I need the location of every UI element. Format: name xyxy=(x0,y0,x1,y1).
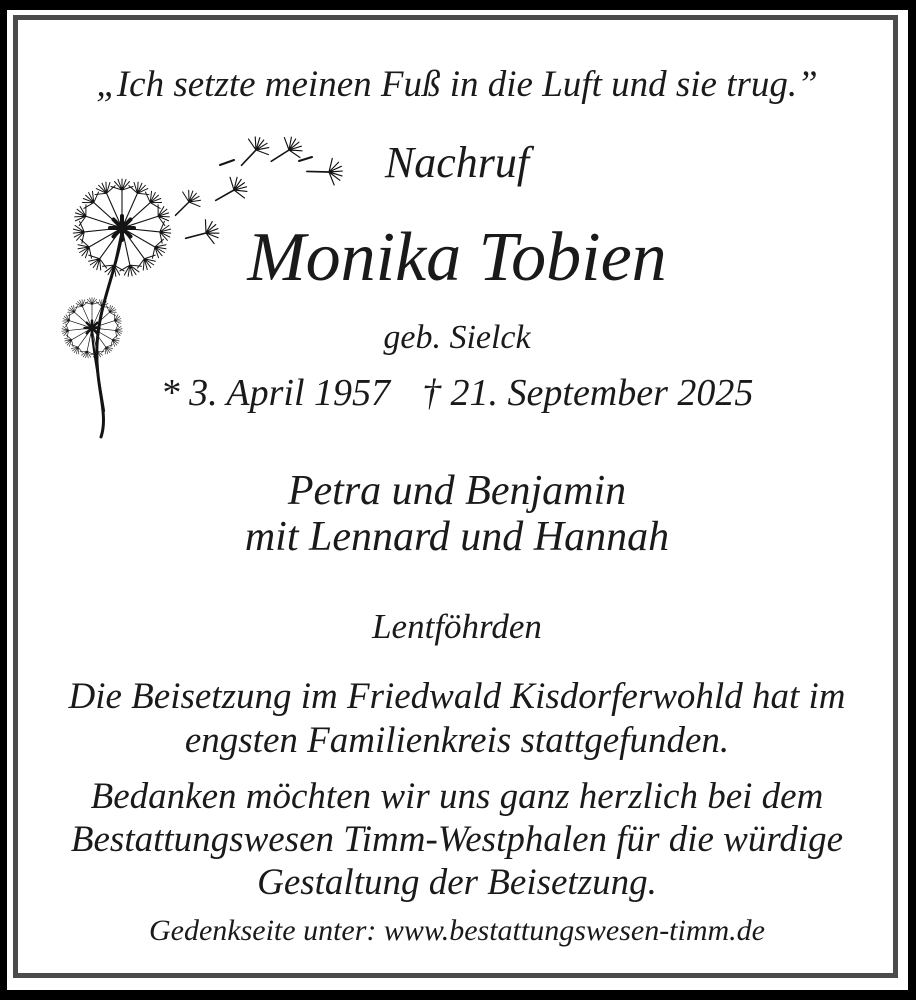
burial-line-2: engsten Familienkreis stattgefunden. xyxy=(184,720,730,761)
burial-paragraph xyxy=(7,675,907,763)
thanks-line-2: Bestattungswesen Timm-Westphalen für die würdige xyxy=(70,819,844,860)
thanks-line-3: Gestaltung der Beisetzung. xyxy=(257,862,657,903)
notice-type-label: Nachruf xyxy=(384,138,530,187)
family-line-2: mit Lennard und Hannah xyxy=(244,514,670,560)
thanks-line-1: Bedanken möchten wir uns ganz herzlich bei dem xyxy=(90,776,824,817)
family-line-1: Petra und Benjamin xyxy=(287,468,627,514)
deceased-name: Monika Tobien xyxy=(247,219,667,296)
thanks-paragraph xyxy=(7,775,907,904)
epitaph-quote: „Ich setzte meinen Fuß in die Luft und sie trug.” xyxy=(96,64,818,105)
family-names xyxy=(7,468,907,560)
burial-line-1: Die Beisetzung im Friedwald Kisdorferwohld hat im xyxy=(68,676,846,717)
birth-date: * 3. April 1957 xyxy=(160,372,391,414)
death-date: † 21. September 2025 xyxy=(422,372,754,414)
life-dates xyxy=(7,371,907,415)
obituary-card xyxy=(7,10,908,990)
maiden-name: geb. Sielck xyxy=(383,319,531,356)
place-name: Lentföhrden xyxy=(372,607,542,646)
memorial-site-line: Gedenkseite unter: www.bestattungswesen-timm.de xyxy=(149,914,765,947)
